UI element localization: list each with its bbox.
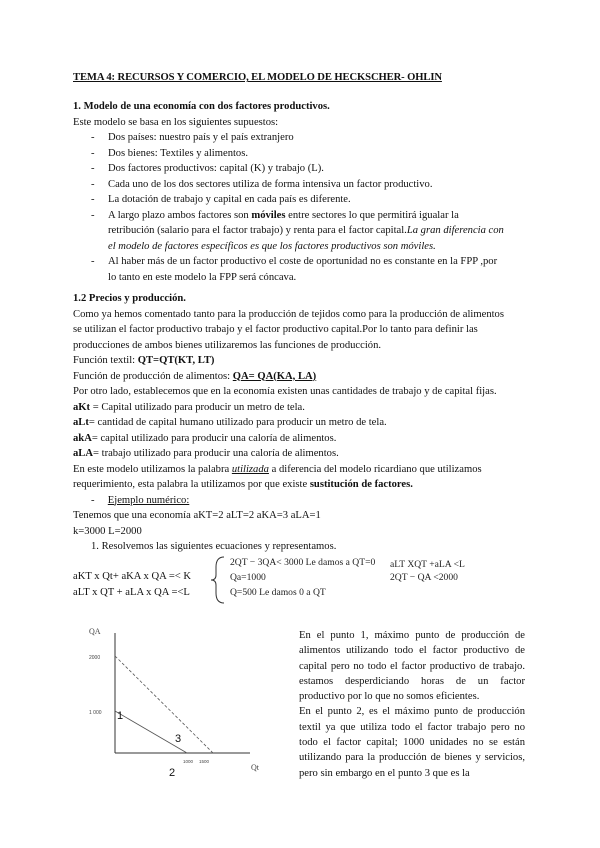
labor-constraint-line xyxy=(115,656,213,753)
y-tick-1000: 1 000 xyxy=(89,710,102,716)
inequalities: aKT x Qt+ aKA x QA =< K aLT x QT + aLA x QA =<L xyxy=(73,571,192,598)
list-item: - La dotación de trabajo y capital en cada país es diferente. xyxy=(91,194,351,205)
list-item: - Dos factores productivos: capital (K) y trabajo (L). xyxy=(91,163,324,174)
point-2-label: 2 xyxy=(169,767,176,779)
ricardiano-para: En este modelo utilizamos la palabra utilizada a diferencia del modelo ricardiano que utilizamos xyxy=(73,463,482,475)
section1-heading: 1. Modelo de una economía con dos factores productivos. xyxy=(73,101,330,112)
point-1-label: 1 xyxy=(117,710,124,722)
section1 xyxy=(73,99,533,130)
graph-explanation: En el punto 1, máximo punto de producción de alimentos utilizando todo el factor productivo de capital pero no todo el factor productivo de trabajo. estamos desperdiciando horas de un factor productivo por lo que no somos eficientes. En el punto 2, es el máximo punto de producción textil ya que utiliza todo el factor trabajo pero no todo el factor capital; 1000 unidades no se están utilizando para la producción de bienes y servicios, pero sin embargo en el punto 3 que es la xyxy=(299,630,525,779)
system-brace xyxy=(208,555,228,605)
def-aka: akA= capital utilizado para producir una caloría de alimentos. xyxy=(73,432,337,444)
y-axis-label: QA xyxy=(89,627,101,636)
def-alt: aLt= cantidad de capital humano utilizado para producir un metro de tela. xyxy=(73,417,387,428)
system-row-3: Q=500 Le damos 0 a QT xyxy=(230,587,326,598)
section1-intro: Este modelo se basa en los siguientes supuestos: xyxy=(73,116,279,128)
def-ala: aLA= trabajo utilizado para producir una caloría de alimentos. xyxy=(73,448,339,459)
y-tick-2000: 2000 xyxy=(89,655,101,661)
func-alimentos: Función de producción de alimentos: QA= QA(KA, LA) xyxy=(73,370,317,382)
x-tick-1500: 1500 xyxy=(199,759,210,764)
section2-heading: 1.2 Precios y producción. xyxy=(73,293,186,304)
list-item: - A largo plazo ambos factores son móviles entre sectores lo que permitirá igualar la retribución (salario para el factor trabajo) y renta para el factor capital.La gran diferencia con el modelo de factores específicos es que los factores productivos son móviles. xyxy=(91,209,504,252)
func-textil: Función textil: QT=QT(KT, LT) xyxy=(73,355,215,366)
list-item: - Dos bienes: Textiles y alimentos. xyxy=(91,147,248,159)
list-item: - Cada uno de los dos sectores utiliza de forma intensiva un factor productivo. xyxy=(91,178,433,190)
system-row-2: Qa=1000 xyxy=(230,572,266,583)
capital-constraint-line xyxy=(115,711,187,753)
ppf-graph xyxy=(75,618,285,788)
document-page: TEMA 4: RECURSOS Y COMERCIO, EL MODELO DE HECKSCHER- OHLIN 1. Modelo de una economía con dos factores productivos. Este modelo se basa en los siguientes supuestos: - Dos países: nuestro país y el país extranjero - Dos bienes: Textiles y alimentos. - Dos factores productivos: capital (K) y trabajo (L). - Cada uno de los dos sectores utiliza de forma intensiva un factor productivo. - La dotación de trabajo y capital en cada país es diferente. - A largo plazo ambos factores son móviles entre sectores lo que permitirá igualar la retribución (salario para el factor trabajo) y renta para el factor capital.La gran diferencia con el modelo de factores específicos es que los factores productivos son móviles. - Al haber más de un factor productivo el coste de oportunidad no es constante en la FPP ,por lo tanto en este modelo la FPP será cóncava. 1.2 Precios y producción. Como ya hemos comentado tanto para la producción de tejidos como para la producción de alimentos se utilizan el factor productivo trabajo y el factor productivo capital.Por lo tanto para definir las producciones de ambos bienes utilizaremos las funciones de producción. Función textil: QT=QT(KT, LT) Función de producción de alimentos: QA= QA(KA, LA) Por otro lado, establecemos que en la economía existen unas cantidades de trabajo y de capital fijas. aKt = Capital utilizado para producir un metro de tela. aLt= cantidad de capital humano utilizado para producir un metro de tela. akA= capital utilizado para producir una caloría de alimentos. aLA= trabajo utilizado para producir una caloría de alimentos. En este modelo utilizamos la palabra utilizada a diferencia del modelo ricardiano que utilizamos requerimiento, esta palabra la utilizamos por que existe sustitución de factores. - Ejemplo numérico: Tenemos que una economía aKT=2 aLT=2 aKA=3 aLA=1 k=3000 L=2000 1. Resolvemos las siguientes ecuaciones y representamos. aKT x Qt+ aKA x QA =< K aLT x QT + aLA x QA =<L 2QT − 3QA< 3000 Le damos a QT=0 aLT XQT +aLA <L Qa=1000 2QT − QA <2000 Q=500 Le damos 0 a QT QA Qt 2000 1 000 1000 1500 1 2 3 En el punto 1, máximo punto de producción de alimentos utilizando todo el factor productivo de capital pero no todo el factor productivo de trabajo. estamos desperdiciando horas de un factor productivo por lo que no somos eficientes. En el punto 2, es el máximo punto de producción textil ya que utiliza todo el factor trabajo pero no todo el factor capital; 1000 unidades no se están utilizando para la producción de bienes y servicios, pero sin embargo en el punto 3 que es la xyxy=(0,0,600,848)
x-axis-label: Qt xyxy=(251,763,259,772)
x-tick-1000: 1000 xyxy=(183,759,194,764)
assumptions-list xyxy=(91,130,541,285)
page-title: TEMA 4: RECURSOS Y COMERCIO, EL MODELO DE HECKSCHER- OHLIN xyxy=(73,72,442,83)
list-item: - Al haber más de un factor productivo el coste de oportunidad no es constante en la FPP ,por lo tanto en este modelo la FPP será cóncava. xyxy=(91,256,498,283)
ejemplo-heading: - Ejemplo numérico: xyxy=(91,494,190,506)
def-akt: aKt = Capital utilizado para producir un metro de tela. xyxy=(73,401,305,413)
list-item: - Dos países: nuestro país y el país extranjero xyxy=(91,132,294,143)
point-3-label: 3 xyxy=(175,733,182,745)
system-row-1: 2QT − 3QA< 3000 Le damos a QT=0 xyxy=(230,557,376,568)
section2: 1.2 Precios y producción. Como ya hemos comentado tanto para la producción de tejidos como para la producción de alimentos se utilizan el factor productivo trabajo y el factor productivo capital.Por lo tanto para definir las producciones de ambos bienes utilizaremos las funciones de producción. Función textil: QT=QT(KT, LT) Función de producción de alimentos: QA= QA(KA, LA) Por otro lado, establecemos que en la economía existen unas cantidades de trabajo y de capital fijas. aKt = Capital utilizado para producir un metro de tela. aLt= cantidad de capital humano utilizado para producir un metro de tela. akA= capital utilizado para producir una caloría de alimentos. aLA= trabajo utilizado para producir una caloría de alimentos. En este modelo utilizamos la palabra utilizada a diferencia del modelo ricardiano que utilizamos requerimiento, esta palabra la utilizamos por que existe sustitución de factores. - Ejemplo numérico: Tenemos que una economía aKT=2 aLT=2 aKA=3 aLA=1 k=3000 L=2000 1. Resolvemos las siguientes ecuaciones y representamos. xyxy=(73,291,533,555)
